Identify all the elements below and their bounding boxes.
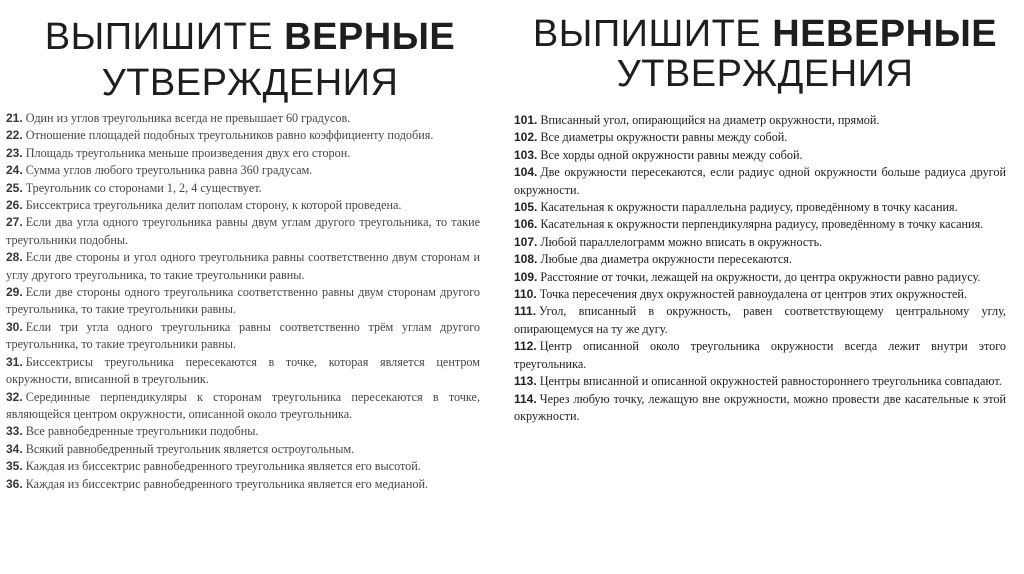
statement-text: Две окружности пересекаются, если радиус одной окружности больше радиуса другой окружности. bbox=[514, 165, 1006, 197]
statement-text: Точка пересечения двух окружностей равноудалена от центров этих окружностей. bbox=[539, 287, 967, 302]
statement-item bbox=[6, 423, 480, 440]
statement-item bbox=[6, 180, 480, 197]
statement-item bbox=[6, 214, 480, 249]
statement-number: 29. bbox=[6, 285, 23, 300]
statement-number: 30. bbox=[6, 319, 23, 334]
statement-number: 102. bbox=[514, 130, 538, 145]
statement-number: 104. bbox=[514, 165, 538, 180]
left-title-line2: УТВЕРЖДЕНИЯ bbox=[101, 62, 399, 104]
statement-item bbox=[6, 441, 480, 458]
statement-item bbox=[514, 199, 1006, 216]
statement-text: Угол, вписанный в окружность, равен соответствующему центральному углу, опирающемуся на ту же дугу. bbox=[514, 304, 1006, 336]
statement-text: Биссектрисы треугольника пересекаются в точке, которая является центром окружности, вписанной в треугольник. bbox=[6, 354, 480, 387]
statement-item bbox=[6, 458, 480, 475]
statement-item bbox=[514, 216, 1006, 233]
statement-item bbox=[6, 389, 480, 424]
statement-text: Всякий равнобедренный треугольник является остроугольным. bbox=[25, 441, 355, 456]
statement-number: 34. bbox=[6, 441, 23, 456]
statement-number: 24. bbox=[6, 163, 23, 178]
statement-number: 28. bbox=[6, 250, 23, 265]
statement-text: Любые два диаметра окружности пересекаются. bbox=[540, 252, 792, 267]
statement-item bbox=[514, 373, 1006, 390]
statement-text: Каждая из биссектрис равнобедренного треугольника является его медианой. bbox=[25, 476, 429, 491]
statement-item bbox=[6, 110, 480, 127]
statement-number: 110. bbox=[514, 287, 537, 302]
right-title-line1: ВЫПИШИТЕ НЕВЕРНЫЕ bbox=[532, 13, 998, 55]
statement-item bbox=[6, 127, 480, 144]
statement-text: Если два угла одного треугольника равны двум углам другого треугольника, то такие треугольники подобны. bbox=[6, 215, 480, 247]
statement-item bbox=[6, 197, 480, 214]
false-statements-list bbox=[514, 112, 1006, 425]
statement-text: Один из углов треугольника всегда не превышает 60 градусов. bbox=[25, 111, 351, 125]
statement-number: 101. bbox=[514, 113, 538, 127]
statement-text: Центр описанной около треугольника окружности всегда лежит внутри этого треугольника. bbox=[514, 339, 1006, 371]
statement-number: 112. bbox=[514, 339, 537, 354]
statement-number: 26. bbox=[6, 198, 23, 213]
statement-text: Серединные перпендикуляры к сторонам треугольника пересекаются в точке, являющейся центром окружности, описанной около треугольника. bbox=[6, 389, 480, 421]
statement-item bbox=[514, 391, 1006, 426]
statement-text: Касательная к окружности перпендикулярна радиусу, проведённому в точку касания. bbox=[540, 217, 984, 232]
statement-item bbox=[6, 162, 480, 179]
statement-text: Вписанный угол, опирающийся на диаметр окружности, прямой. bbox=[540, 113, 880, 127]
statement-item bbox=[514, 286, 1006, 303]
right-title bbox=[530, 14, 1000, 94]
statement-item bbox=[6, 284, 480, 319]
left-title-line1: ВЫПИШИТЕ ВЕРНЫЕ bbox=[44, 16, 456, 58]
statement-number: 33. bbox=[6, 424, 23, 439]
statement-text: Если две стороны одного треугольника соответственно равны двум сторонам другого треугольника, то такие треугольники равны. bbox=[6, 285, 480, 317]
statement-number: 22. bbox=[6, 128, 23, 143]
statement-item bbox=[6, 145, 480, 162]
statement-text: Касательная к окружности параллельна радиусу, проведённому в точку касания. bbox=[540, 200, 958, 215]
statement-number: 113. bbox=[514, 374, 537, 389]
right-title-emphasis: НЕВЕРНЫЕ bbox=[772, 13, 998, 55]
statement-number: 21. bbox=[6, 111, 23, 125]
statement-number: 107. bbox=[514, 234, 538, 249]
statement-item bbox=[514, 129, 1006, 146]
statement-text: Любой параллелограмм можно вписать в окружность. bbox=[540, 234, 823, 249]
statement-text: Сумма углов любого треугольника равна 360 градусам. bbox=[25, 163, 313, 178]
statement-item bbox=[514, 251, 1006, 268]
statement-number: 111. bbox=[514, 304, 537, 319]
statement-number: 27. bbox=[6, 215, 23, 230]
statement-text: Расстояние от точки, лежащей на окружности, до центра окружности равно радиусу. bbox=[540, 269, 981, 284]
statement-number: 35. bbox=[6, 459, 23, 474]
right-title-line2: УТВЕРЖДЕНИЯ bbox=[616, 53, 914, 95]
statement-text: Если три угла одного треугольника равны соответственно трём углам другого треугольника, то такие треугольники равны. bbox=[6, 319, 480, 352]
statement-item bbox=[514, 234, 1006, 251]
statement-text: Отношение площадей подобных треугольников равно коэффициенту подобия. bbox=[25, 128, 434, 143]
statement-text: Площадь треугольника меньше произведения двух его сторон. bbox=[25, 145, 351, 160]
statement-text: Треугольник со сторонами 1, 2, 4 существует. bbox=[25, 180, 262, 195]
statement-number: 108. bbox=[514, 252, 538, 267]
statement-number: 103. bbox=[514, 147, 538, 162]
statement-number: 109. bbox=[514, 269, 538, 284]
statement-item bbox=[514, 303, 1006, 338]
statement-number: 25. bbox=[6, 180, 23, 195]
statement-number: 31. bbox=[6, 354, 23, 369]
statement-item bbox=[6, 354, 480, 389]
statement-item bbox=[514, 269, 1006, 286]
statement-text: Все хорды одной окружности равны между собой. bbox=[540, 147, 803, 162]
statement-number: 105. bbox=[514, 200, 538, 215]
statement-number: 114. bbox=[514, 391, 537, 406]
statement-number: 32. bbox=[6, 389, 23, 404]
statement-text: Через любую точку, лежащую вне окружности, можно провести две касательные к этой окружности. bbox=[514, 391, 1006, 423]
statement-item bbox=[6, 249, 480, 284]
statement-item bbox=[6, 476, 480, 493]
true-statements-list bbox=[6, 110, 480, 493]
statement-text: Каждая из биссектрис равнобедренного треугольника является его высотой. bbox=[25, 459, 421, 474]
statement-text: Центры вписанной и описанной окружностей равностороннего треугольника совпадают. bbox=[539, 374, 1002, 389]
statement-number: 23. bbox=[6, 145, 23, 160]
statement-item bbox=[514, 164, 1006, 199]
left-title bbox=[30, 14, 470, 106]
statement-item bbox=[6, 319, 480, 354]
statement-text: Все равнобедренные треугольники подобны. bbox=[25, 424, 259, 439]
statement-item bbox=[514, 112, 1006, 129]
statement-text: Биссектриса треугольника делит пополам сторону, к которой проведена. bbox=[25, 198, 402, 213]
left-title-emphasis: ВЕРНЫЕ bbox=[284, 16, 456, 58]
statement-item bbox=[514, 147, 1006, 164]
statement-text: Если две стороны и угол одного треугольника равны соответственно двум сторонам и углу другого треугольника, то такие треугольники равны. bbox=[6, 250, 480, 282]
statement-item bbox=[514, 338, 1006, 373]
statement-number: 106. bbox=[514, 217, 538, 232]
statement-text: Все диаметры окружности равны между собой. bbox=[540, 130, 788, 145]
statement-number: 36. bbox=[6, 476, 23, 491]
